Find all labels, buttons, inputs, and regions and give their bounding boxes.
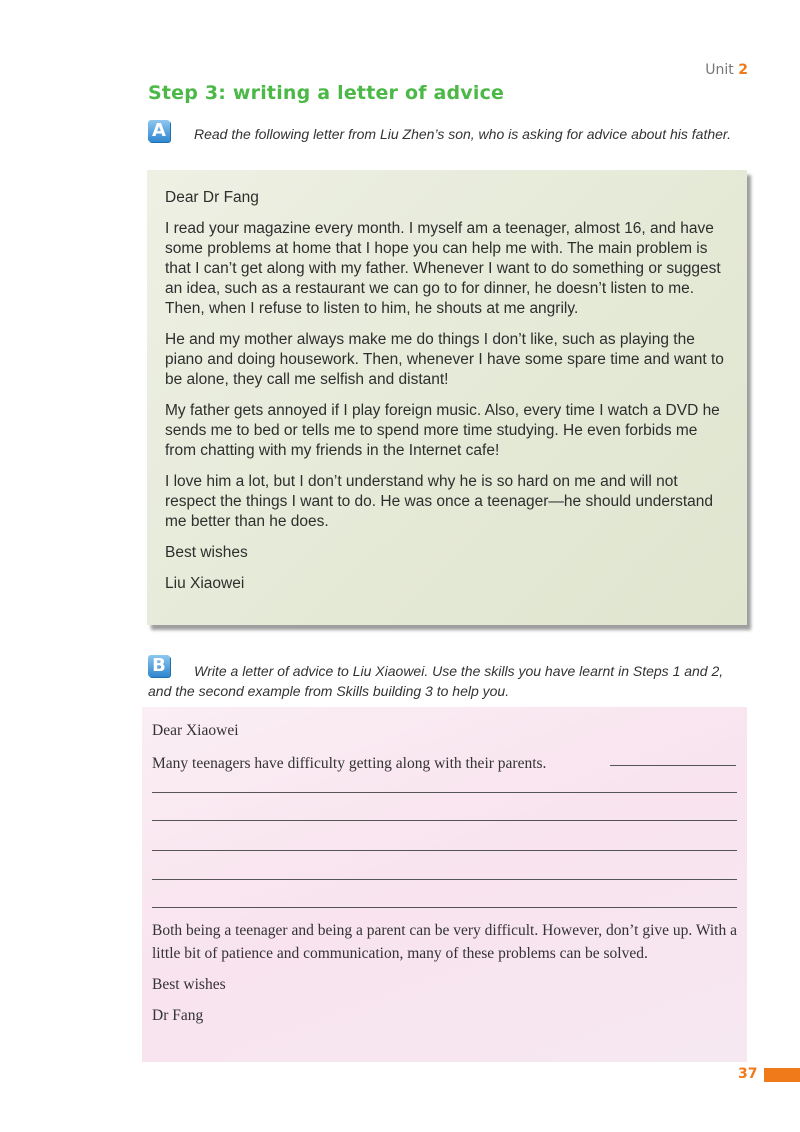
answer-writing-line[interactable] [610, 765, 736, 766]
letter-paragraph: My father gets annoyed if I play foreign music. Also, every time I watch a DVD he sends me to bed or tells me to spend more time studying. He even forbids me from chatting with my friends in the Internet cafe! [165, 402, 720, 459]
unit-word: Unit [705, 62, 734, 78]
letter-paragraph: I love him a lot, but I don’t understand why he is so hard on me and will not respect the things I want to do. He was once a teenager—he should understand me better than he does. [165, 473, 714, 530]
letter-paragraph: I read your magazine every month. I myself am a teenager, almost 16, and have some problems at home that I hope you can help me with. The main problem is that I can’t get along with my father. Whenever I want to do something or suggest an idea, such as a restaurant we can go to for dinner, he doesn’t listen to me. Then, when I refuse to listen to him, he shouts at me angrily. [165, 220, 721, 317]
section-b-instruction: Write a letter of advice to Liu Xiaowei. Use the skills you have learnt in Steps 1 and 2, and the second example from Skills building 3 to help you. [148, 663, 724, 699]
page-number: 37 [738, 1066, 758, 1082]
section-b-badge: B [148, 655, 170, 677]
answer-writing-line[interactable] [152, 792, 737, 793]
unit-number: 2 [738, 62, 748, 78]
answer-signature: Dr Fang [152, 1007, 204, 1024]
answer-conclusion: Both being a teenager and being a parent can be very difficult. However, don’t give up. With a little bit of patience and communication, many of these problems can be solved. [152, 922, 737, 962]
answer-closing: Best wishes [152, 976, 226, 993]
answer-writing-line[interactable] [152, 907, 737, 908]
answer-writing-line[interactable] [152, 850, 737, 851]
letter-paragraph: He and my mother always make me do things I don’t like, such as playing the piano and doing housework. Then, whenever I have some spare time and want to be alone, they call me selfish and distant! [165, 331, 724, 388]
answer-writing-line[interactable] [152, 879, 737, 880]
answer-greeting: Dear Xiaowei [152, 722, 239, 739]
answer-panel [142, 707, 747, 1062]
section-a-badge: A [148, 120, 170, 142]
page-number-bar [764, 1068, 800, 1082]
section-a-instruction: Read the following letter from Liu Zhen’s son, who is asking for advice about his father. [194, 126, 731, 142]
letter-signature: Liu Xiaowei [165, 575, 245, 592]
letter-panel [147, 170, 747, 625]
letter-closing: Best wishes [165, 544, 248, 561]
answer-opening: Many teenagers have difficulty getting along with their parents. [152, 755, 547, 772]
letter-greeting: Dear Dr Fang [165, 189, 259, 206]
step-title: Step 3: writing a letter of advice [148, 82, 505, 104]
answer-writing-line[interactable] [152, 820, 737, 821]
unit-label [705, 62, 748, 78]
